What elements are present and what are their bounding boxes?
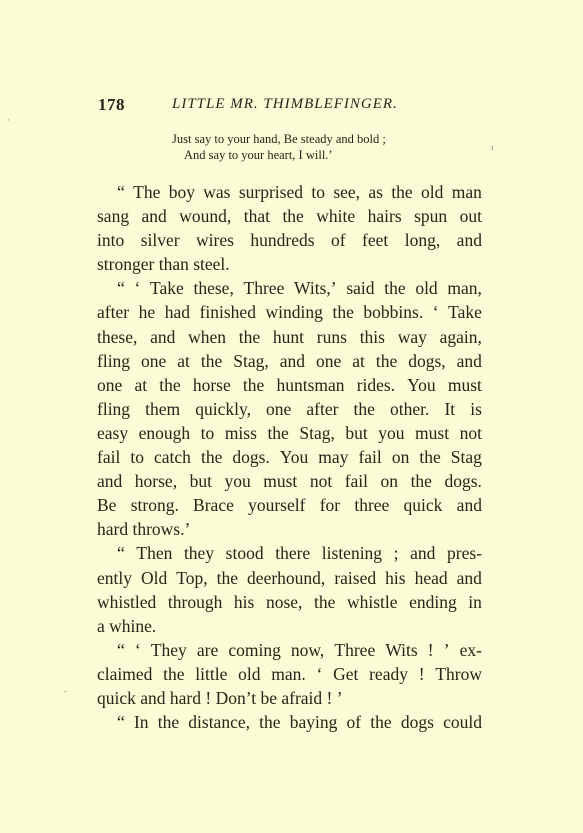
text-line: hard throws.’ — [97, 519, 191, 540]
scan-mark: · — [7, 115, 10, 125]
page-header — [98, 95, 498, 117]
text-line: “ ‘ Take these, Three Wits,’ said the old man, — [117, 278, 482, 299]
text-line: fail to catch the dogs. You may fail on the Stag — [97, 447, 482, 468]
scan-mark: - — [64, 686, 67, 696]
scan-mark: ı — [491, 142, 494, 152]
text-line: fling one at the Stag, and one at the dogs, and — [97, 350, 482, 371]
text-line: into silver wires hundreds of feet long, and — [97, 230, 482, 251]
page-number: 178 — [98, 95, 125, 114]
text-line: Be strong. Brace yourself for three quick and — [97, 495, 482, 516]
body-text — [97, 180, 482, 734]
text-line: “ Then they stood there listening ; and pres- — [117, 543, 482, 564]
text-line: these, and when the hunt runs this way again, — [97, 326, 482, 347]
text-line: sang and wound, that the white hairs spun out — [97, 206, 482, 227]
text-line: quick and hard ! Don’t be afraid ! ’ — [97, 687, 343, 708]
text-line: “ In the distance, the baying of the dogs could — [117, 712, 482, 733]
text-line: claimed the little old man. ‘ Get ready ! Throw — [97, 663, 482, 684]
text-line: whistled through his nose, the whistle ending in — [97, 591, 482, 612]
text-line: ently Old Top, the deerhound, raised his head and — [97, 567, 482, 588]
verse-line-2: And say to your heart, I will.’ — [184, 148, 333, 162]
text-line: and horse, but you must not fail on the dogs. — [97, 471, 482, 492]
text-line: after he had finished winding the bobbins. ‘ Take — [97, 302, 482, 323]
text-line: “ The boy was surprised to see, as the old man — [117, 182, 482, 202]
text-line: stronger than steel. — [97, 254, 230, 275]
text-line: easy enough to miss the Stag, but you must not — [97, 422, 482, 443]
running-title: LITTLE MR. THIMBLEFINGER. — [172, 96, 398, 112]
text-line: a whine. — [97, 615, 157, 636]
text-line: “ ‘ They are coming now, Three Wits ! ’ ex- — [117, 639, 482, 660]
text-line: fling them quickly, one after the other. It is — [97, 398, 482, 419]
verse-line-1: Just say to your hand, Be steady and bold ; — [172, 132, 386, 146]
text-line: one at the horse the huntsman rides. You must — [97, 374, 482, 395]
